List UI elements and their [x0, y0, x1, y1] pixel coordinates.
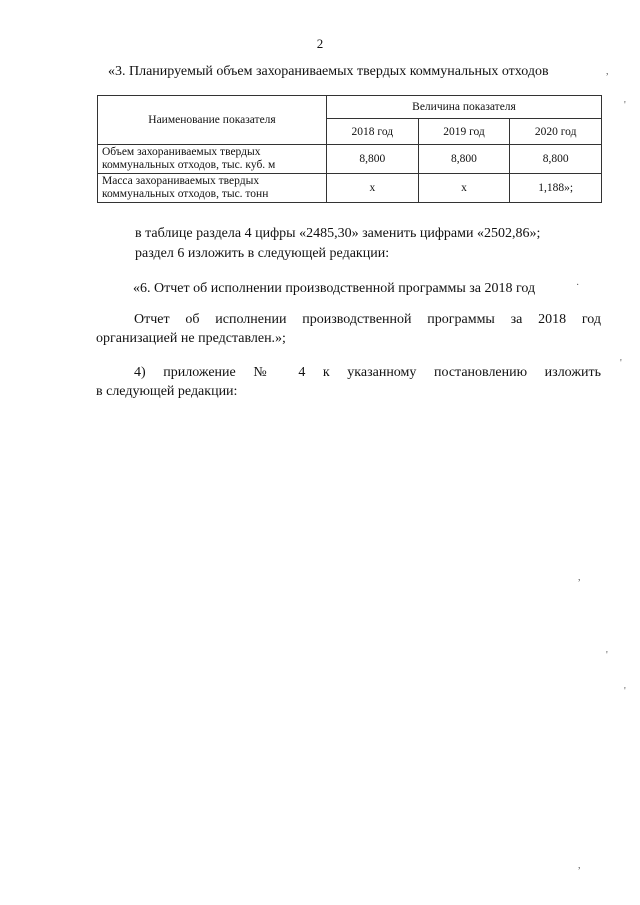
table-cell: 1,188»; [510, 174, 602, 203]
scan-speck: ' [620, 358, 622, 369]
paragraph-appendix-line1: 4) приложение № 4 к указанному постановлению изложить [134, 365, 601, 380]
table-cell: 8,800 [510, 145, 602, 174]
table-header-row [98, 96, 602, 119]
table-cell: 8,800 [327, 145, 419, 174]
col-name-header: Наименование показателя [98, 96, 327, 145]
scan-speck: ' [606, 650, 608, 661]
paragraph-appendix-line2: в следующей редакции: [96, 384, 238, 399]
indicators-table [97, 95, 602, 203]
table-cell: 8,800 [418, 145, 510, 174]
scan-speck: ' [624, 100, 626, 111]
year-2018-header: 2018 год [327, 119, 419, 145]
paragraph-section6-intro: раздел 6 изложить в следующей редакции: [135, 246, 390, 261]
table-cell: х [418, 174, 510, 203]
row-name-line: Масса захораниваемых твердых [102, 175, 260, 187]
row-name-line: Объем захораниваемых твердых [102, 146, 261, 158]
scan-speck: , [578, 860, 581, 871]
col-value-header: Величина показателя [327, 96, 602, 119]
scan-speck: ' [624, 686, 626, 697]
scan-speck: , [578, 572, 581, 583]
row-name-line: коммунальных отходов, тыс. тонн [102, 188, 269, 200]
paragraph-report-line1: Отчет об исполнении производственной программы за 2018 год [134, 312, 601, 327]
scan-speck: · [576, 280, 580, 291]
row-name-line: коммунальных отходов, тыс. куб. м [102, 159, 276, 171]
table-row [98, 174, 602, 203]
paragraph-report-line2: организацией не представлен.»; [96, 331, 286, 346]
row-name-volume [98, 145, 327, 174]
year-2019-header: 2019 год [418, 119, 510, 145]
section-heading: «3. Планируемый объем захораниваемых твердых коммунальных отходов [108, 64, 549, 79]
table-cell: х [327, 174, 419, 203]
scan-speck: , [606, 66, 609, 77]
section6-heading: «6. Отчет об исполнении производственной программы за 2018 год [133, 281, 536, 296]
table-row [98, 145, 602, 174]
page-number: 2 [316, 36, 324, 51]
paragraph-table-amendment: в таблице раздела 4 цифры «2485,30» заменить цифрами «2502,86»; [135, 226, 541, 241]
year-2020-header: 2020 год [510, 119, 602, 145]
row-name-mass [98, 174, 327, 203]
